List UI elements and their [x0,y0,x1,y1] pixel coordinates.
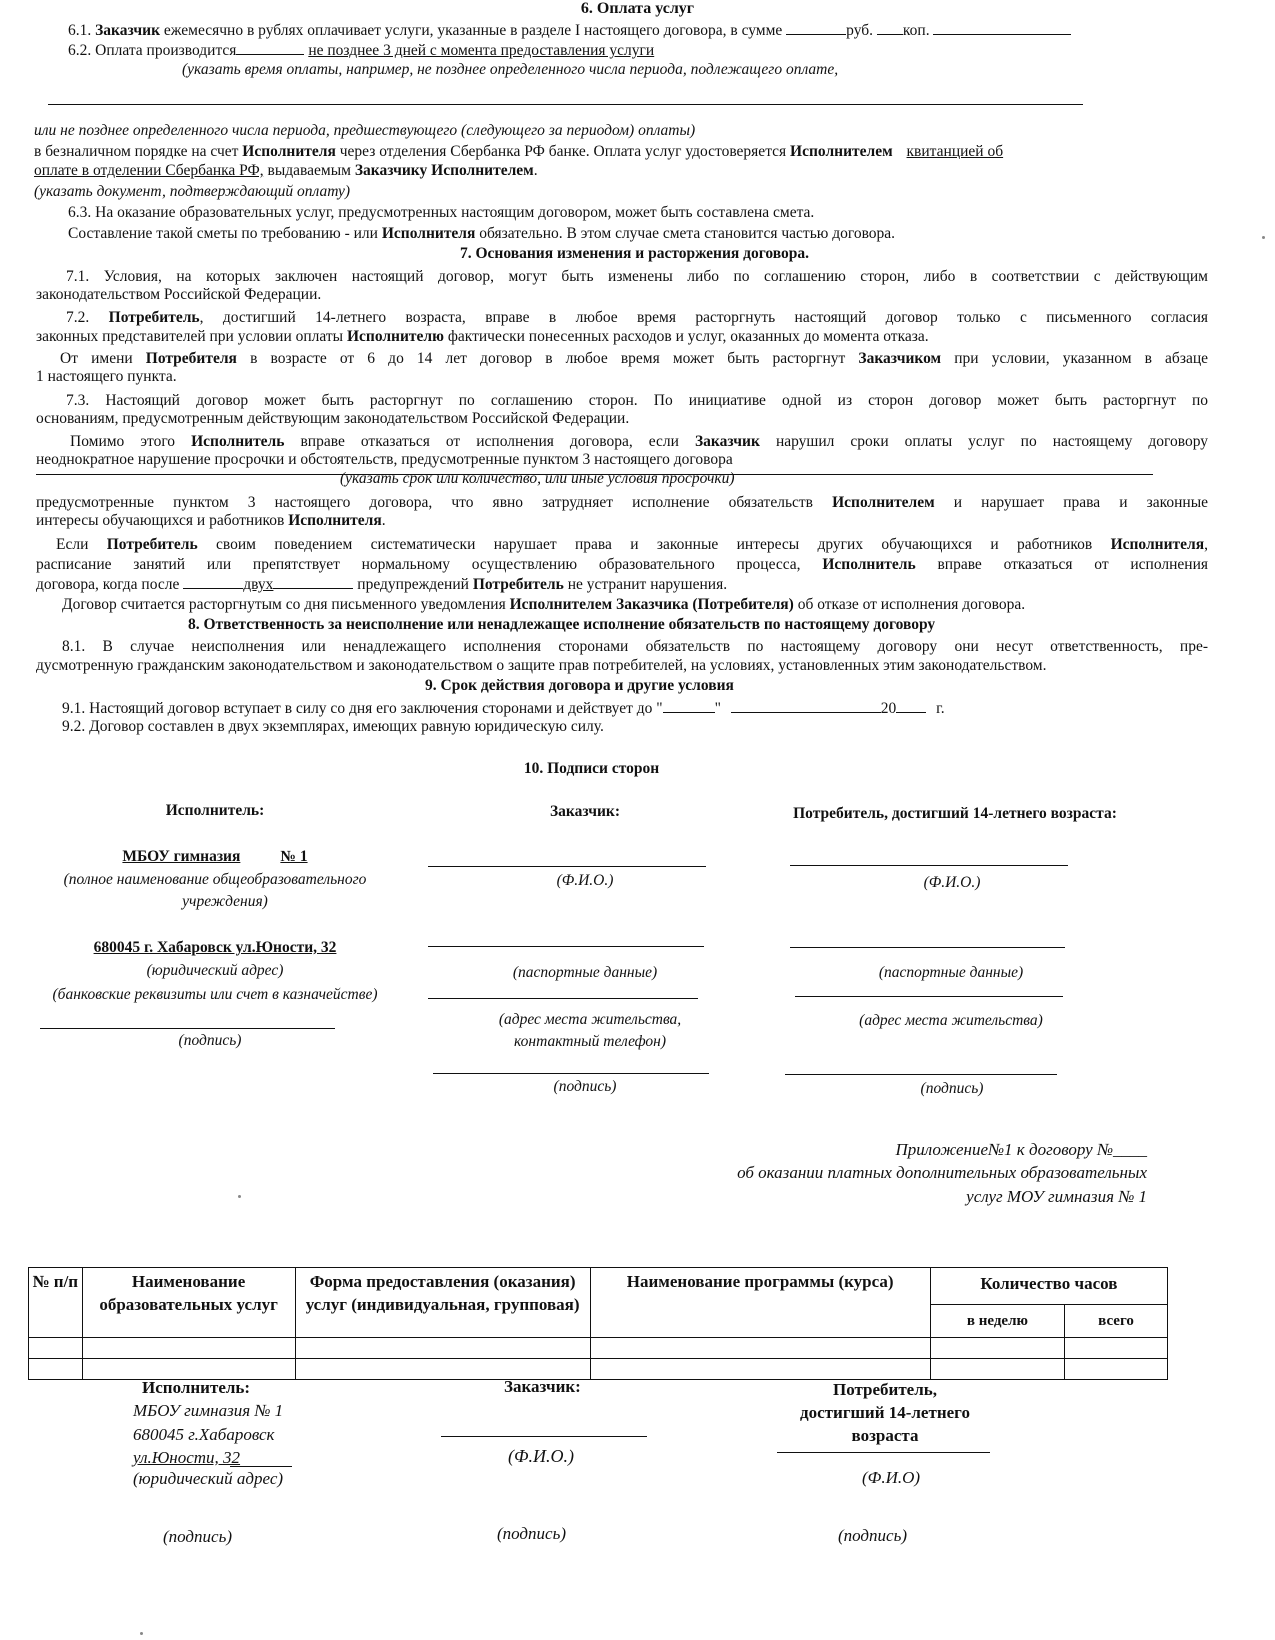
clause-7-3: 7.3. Настоящий договор может быть расторгнут по соглашению сторон. По инициативе одной из сторон договор может быть расторгнут по [66,392,1208,409]
executor-address-hint: (юридический адрес) [146,962,284,979]
customer-fio-hint: (Ф.И.О.) [556,872,614,889]
consumer-fio-line [790,865,1068,866]
section-8-title: 8. Ответственность за неисполнение или ненадлежащее исполнение обязательств по настоящему договору [188,616,936,633]
consumer-address-hint: (адрес места жительства) [859,1012,1043,1029]
footer-executor-city: 680045 г.Хабаровск [133,1425,275,1444]
consumer-address-line [795,996,1063,997]
customer-passport-hint: (паспортные данные) [512,964,658,981]
clause-7-3-behavior-cont-2: договора, когда после двух предупреждений Потребитель не устранит нарушения. [36,576,728,593]
clause-7-3-refusal: Помимо этого Исполнитель вправе отказаться от исполнения договора, если Заказчик нарушил сроки оплаты услуг по настоящему договору [70,433,1208,450]
consumer-signature-hint: (подпись) [920,1080,984,1097]
executor-signature-line [40,1028,335,1029]
col-form-header: Форма предоставления (оказания) услуг (индивидуальная, групповая) [295,1268,590,1338]
consumer-heading: Потребитель, достигший 14-летнего возраста: [793,805,1117,822]
table-row [29,1338,1168,1359]
consumer-passport-line [790,947,1065,948]
customer-signature-hint: (подпись) [553,1078,617,1095]
clause-6-2-hint: (указать время оплаты, например, не позднее определенного числа периода, подлежащего оплате, [182,61,839,78]
scan-speck [1262,236,1265,239]
clause-6-1: 6.1. Заказчик ежемесячно в рублях оплачивает услуги, указанные в разделе I настоящего договора, в сумме руб. коп. [68,20,1071,40]
footer-customer-signature: (подпись) [497,1524,566,1543]
footer-customer-fio: (Ф.И.О.) [508,1446,574,1466]
clause-7-3-cont: основаниям, предусмотренным действующим законодательством Российской Федерации. [36,410,630,427]
customer-address-hint-2: контактный телефон) [513,1033,666,1050]
consumer-fio-hint: (Ф.И.О.) [923,874,981,891]
clause-7-2-minor-cont: 1 настоящего пункта. [36,368,177,385]
clause-6-3-estimate: Составление такой сметы по требованию - или Исполнителя обязательно. В этом случае смета становится частью договора. [68,225,896,242]
footer-consumer-fio: (Ф.И.О) [862,1468,921,1487]
customer-address-line [428,998,698,999]
clause-7-3-behavior: Если Потребитель своим поведением систематически нарушает права и законные интересы других обучающихся и работников Исполнителя, [56,536,1208,553]
customer-fio-line [428,866,706,867]
section-10-title: 10. Подписи сторон [523,760,660,777]
executor-name-hint: (полное наименование общеобразовательного [63,871,367,888]
footer-executor-hint: (юридический адрес) [133,1469,284,1488]
footer-customer-heading: Заказчик: [504,1377,581,1396]
footer-executor-street: ул.Юности, 32 [133,1448,241,1467]
executor-bank-hint: (банковские реквизиты или счет в казначействе) [52,986,378,1003]
clause-6-2-hint-2: или не позднее определенного числа периода, предшествующего (следующего за периодом) оплаты) [34,122,696,139]
executor-name-hint-2: учреждения) [182,893,268,910]
clause-7-1-cont: законодательством Российской Федерации. [36,286,322,303]
clause-8-1: 8.1. В случае неисполнения или ненадлежащего исполнения сторонами обязательств по настоящему договору они несут ответственность, пре- [62,638,1208,655]
col-hours-header: Количество часов [930,1268,1167,1305]
col-week-header: в неделю [930,1305,1064,1338]
clause-7-3-behavior-cont: расписание занятий или препятствует нормальному осуществлению образовательного процесса, Исполнитель вправе отказаться от исполнения [36,556,1209,573]
footer-consumer-signature: (подпись) [838,1526,907,1545]
clause-7-2: 7.2. Потребитель, достигший 14-летнего возраста, вправе в любое время расторгнуть настоящий договор только с письменного согласия [66,309,1209,326]
footer-executor-signature: (подпись) [163,1527,232,1546]
executor-signature-hint: (подпись) [178,1032,242,1049]
footer-consumer-heading-3: возраста [851,1426,919,1445]
section-9-title: 9. Срок действия договора и другие условия [425,677,734,694]
executor-address: 680045 г. Хабаровск ул.Юности, 32 [93,939,337,956]
footer-consumer-line [777,1452,990,1453]
clause-6-3: 6.3. На оказание образовательных услуг, предусмотренных настоящим договором, может быть составлена смета. [68,204,815,221]
footer-executor-line [230,1466,292,1467]
clause-7-termination: Договор считается расторгнутым со дня письменного уведомления Исполнителем Заказчика (Потребителя) об отказе от исполнения договора. [62,596,1026,613]
table-row [29,1359,1168,1380]
footer-executor-heading: Исполнитель: [142,1378,251,1397]
col-program-header: Наименование программы (курса) [590,1268,930,1338]
customer-signature-line [433,1073,709,1074]
col-total-header: всего [1065,1305,1168,1338]
section-6-title: 6. Оплата услуг [580,0,695,17]
footer-consumer-heading-2: достигший 14-летнего [800,1403,970,1422]
appendix-title-3: услуг МОУ гимназия № 1 [966,1187,1147,1206]
clause-7-3-refusal-cont: неоднократное нарушение просрочки и обстоятельств, предусмотренные пунктом 3 настоящего договора [36,451,733,468]
clause-8-1-cont: дусмотренную гражданским законодательством и законодательством о защите прав потребителей, на условиях, установленных этим законодательством. [36,657,1047,674]
section-7-title: 7. Основания изменения и расторжения договора. [460,245,810,262]
clause-6-2-receipt-hint: (указать документ, подтверждающий оплату) [34,183,351,200]
blank-line [48,104,1083,105]
clause-7-3-consequence: предусмотренные пунктом 3 настоящего договора, что явно затрудняет исполнение обязательств Исполнителем и нарушает права и законные [36,494,1208,511]
clause-7-1: 7.1. Условия, на которых заключен настоящий договор, могут быть изменены либо по соглашению сторон, либо в соответствии с действующим [66,268,1208,285]
appendix-title: Приложение№1 к договору №____ [895,1140,1147,1159]
scan-speck [140,1632,143,1635]
services-table [28,1267,1168,1380]
clause-7-3-consequence-cont: интересы обучающихся и работников Исполнителя. [36,512,386,529]
footer-consumer-heading: Потребитель, [832,1380,938,1399]
consumer-signature-line [785,1074,1057,1075]
executor-name: МБОУ гимназия № 1 [122,848,308,865]
appendix-title-2: об оказании платных дополнительных образовательных [737,1163,1147,1182]
scan-speck [238,1195,241,1198]
customer-passport-line [428,946,704,947]
clause-9-1: 9.1. Настоящий договор вступает в силу со дня его заключения сторонами и действует до " " 20 г. [62,700,945,717]
consumer-passport-hint: (паспортные данные) [878,964,1024,981]
clause-6-2: 6.2. Оплата производится не позднее 3 дней с момента предоставления услуги [68,42,655,59]
clause-6-2-receipt: оплате в отделении Сбербанка РФ, выдаваемым Заказчику Исполнителем. [34,162,538,179]
clause-7-2-cont: законных представителей при условии оплаты Исполнителю фактически понесенных расходов и услуг, оказанных до момента отказа. [36,328,929,345]
customer-heading: Заказчик: [549,803,621,820]
executor-heading: Исполнитель: [165,802,265,819]
clause-9-2: 9.2. Договор составлен в двух экземплярах, имеющих равную юридическую силу. [62,718,604,735]
clause-6-2-payment: в безналичном порядке на счет Исполнителя через отделения Сбербанка РФ банке. Оплата услуг удостоверяется Исполнителем квитанцией об [34,143,1004,160]
col-services-header: Наименование образовательных услуг [82,1268,295,1338]
customer-address-hint: (адрес места жительства, [498,1011,682,1028]
col-num-header: № п/п [29,1268,83,1338]
clause-7-3-hint: (указать срок или количество, или иные условия просрочки) [340,470,735,487]
clause-7-2-minor: От имени Потребителя в возрасте от 6 до 14 лет договор в любое время может быть расторгнут Заказчиком при условии, указанном в абзаце [60,350,1208,367]
footer-customer-line [441,1436,647,1437]
footer-executor-name: МБОУ гимназия № 1 [133,1401,284,1420]
